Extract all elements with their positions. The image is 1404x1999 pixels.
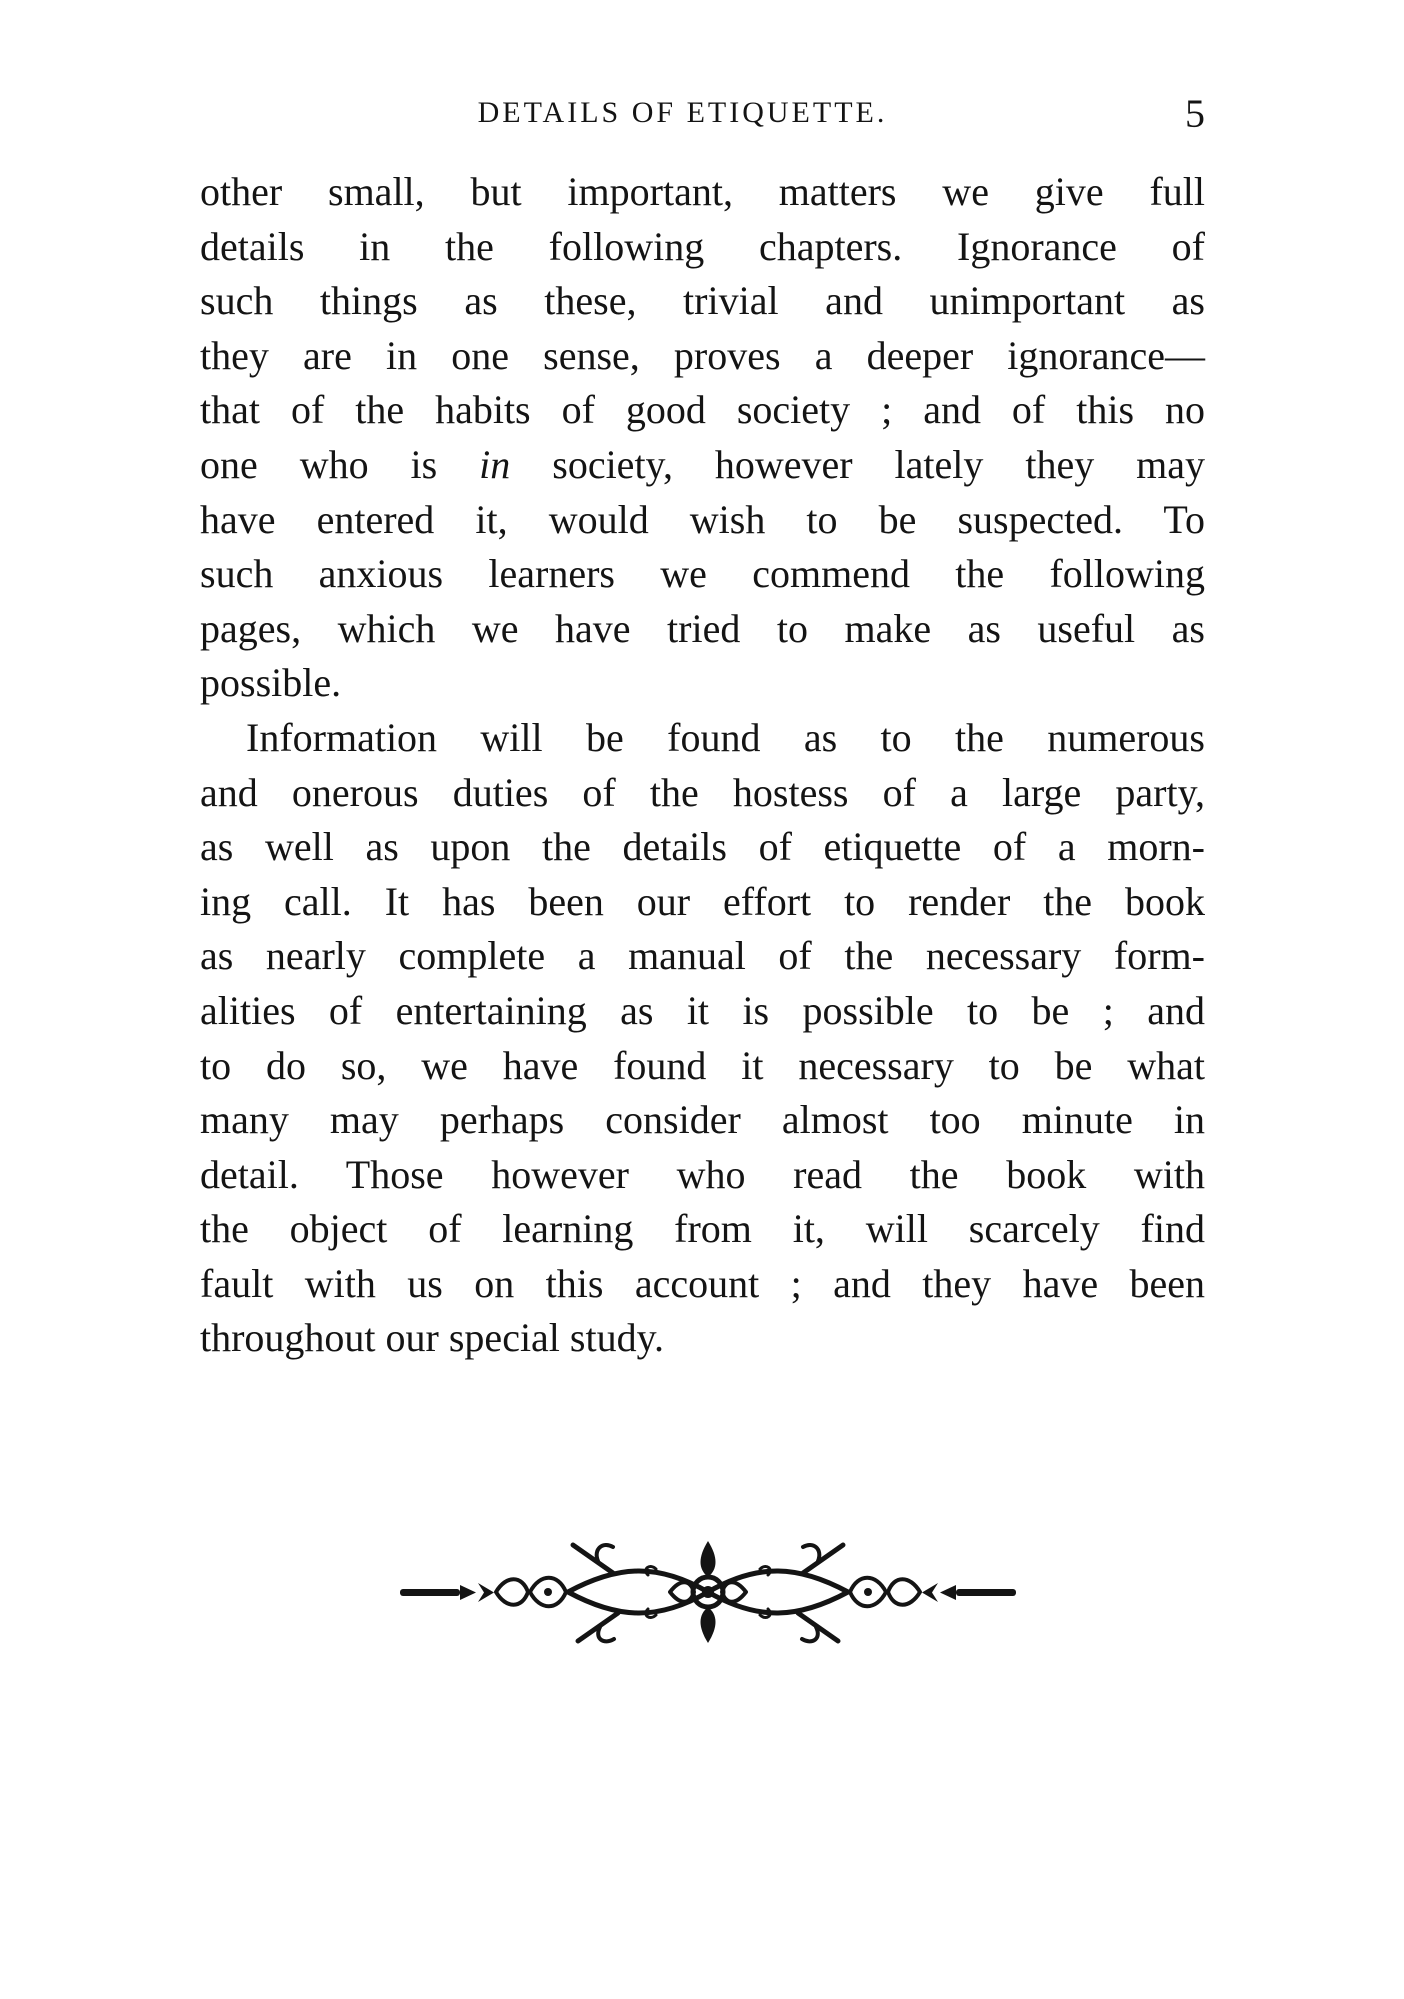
text-segment: one who is <box>200 441 438 487</box>
text-segment: society, however lately they may <box>552 441 1206 487</box>
text-line: throughout our special study. <box>200 1315 665 1361</box>
text-line: such things as these, trivial and unimportant as <box>200 278 1205 324</box>
text-line: many may perhaps consider almost too minute in <box>200 1097 1205 1143</box>
text-line: the object of learning from it, will scarcely find <box>200 1206 1205 1252</box>
text-line: as nearly complete a manual of the necessary form- <box>200 933 1205 979</box>
paragraph-1 <box>200 165 1205 711</box>
text-line: as well as upon the details of etiquette of a morn- <box>200 824 1205 870</box>
text-line: to do so, we have found it necessary to be what <box>200 1042 1205 1088</box>
text-line: such anxious learners we commend the following <box>200 551 1205 597</box>
text-line: and onerous duties of the hostess of a large party, <box>200 769 1205 815</box>
floral-tailpiece-ornament-icon <box>398 1535 1018 1650</box>
text-line: other small, but important, matters we give full <box>200 169 1205 214</box>
text-line: ing call. It has been our effort to render the book <box>200 878 1205 924</box>
text-line: Information will be found as to the numerous <box>246 714 1205 760</box>
paragraph-2 <box>200 711 1205 1366</box>
text-line: detail. Those however who read the book with <box>200 1151 1205 1197</box>
text-line <box>200 438 1205 493</box>
running-head <box>200 92 1205 142</box>
page-number: 5 <box>1185 91 1205 136</box>
text-line: details in the following chapters. Ignorance of <box>200 223 1205 269</box>
text-line: alities of entertaining as it is possible to be ; and <box>200 987 1205 1033</box>
body-text <box>200 165 1205 1366</box>
text-line: they are in one sense, proves a deeper ignorance— <box>200 332 1205 378</box>
text-line: have entered it, would wish to be suspected. To <box>200 496 1205 542</box>
text-line: pages, which we have tried to make as useful as <box>200 605 1205 651</box>
running-title: DETAILS OF ETIQUETTE. <box>477 96 888 129</box>
text-line: that of the habits of good society ; and of this no <box>200 387 1205 433</box>
text-line: fault with us on this account ; and they have been <box>200 1260 1205 1306</box>
italic-word: in <box>479 441 511 487</box>
text-line: possible. <box>200 660 342 706</box>
